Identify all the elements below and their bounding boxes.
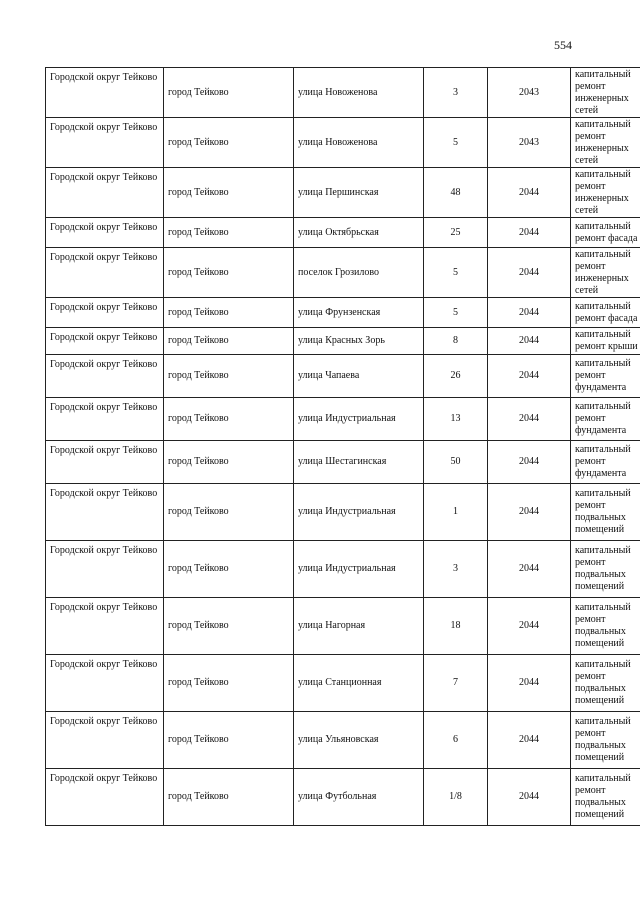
city-cell: город Тейково (164, 541, 294, 598)
work-type-cell: капитальный ремонт подвальных помещений (571, 484, 640, 541)
year-cell: 2044 (488, 598, 571, 655)
table-body (46, 68, 640, 826)
house-number-cell: 25 (424, 218, 488, 248)
district-cell: Городской округ Тейково (46, 328, 164, 355)
year-cell: 2043 (488, 68, 571, 118)
district-cell: Городской округ Тейково (46, 441, 164, 484)
street-cell: улица Новоженова (294, 118, 424, 168)
work-type-cell: капитальный ремонт фасада (571, 218, 640, 248)
house-number-cell: 3 (424, 541, 488, 598)
year-cell: 2044 (488, 655, 571, 712)
street-cell: улица Индустриальная (294, 398, 424, 441)
year-cell: 2044 (488, 769, 571, 826)
work-type-cell: капитальный ремонт фундамента (571, 441, 640, 484)
street-cell: улица Станционная (294, 655, 424, 712)
house-number-cell: 50 (424, 441, 488, 484)
table-row (46, 328, 640, 355)
city-cell: город Тейково (164, 298, 294, 328)
district-cell: Городской округ Тейково (46, 248, 164, 298)
street-cell: улица Нагорная (294, 598, 424, 655)
table-row (46, 598, 640, 655)
city-cell: город Тейково (164, 218, 294, 248)
work-type-cell: капитальный ремонт инженерных сетей (571, 68, 640, 118)
year-cell: 2044 (488, 484, 571, 541)
table-row (46, 484, 640, 541)
work-type-cell: капитальный ремонт крыши (571, 328, 640, 355)
table-row (46, 248, 640, 298)
city-cell: город Тейково (164, 769, 294, 826)
year-cell: 2044 (488, 712, 571, 769)
year-cell: 2044 (488, 298, 571, 328)
city-cell: город Тейково (164, 712, 294, 769)
district-cell: Городской округ Тейково (46, 355, 164, 398)
house-number-cell: 5 (424, 118, 488, 168)
house-number-cell: 7 (424, 655, 488, 712)
table-row (46, 118, 640, 168)
house-number-cell: 18 (424, 598, 488, 655)
district-cell: Городской округ Тейково (46, 484, 164, 541)
year-cell: 2044 (488, 218, 571, 248)
year-cell: 2044 (488, 328, 571, 355)
city-cell: город Тейково (164, 441, 294, 484)
district-cell: Городской округ Тейково (46, 298, 164, 328)
street-cell: улица Индустриальная (294, 541, 424, 598)
house-number-cell: 1/8 (424, 769, 488, 826)
city-cell: город Тейково (164, 328, 294, 355)
district-cell: Городской округ Тейково (46, 655, 164, 712)
street-cell: улица Индустриальная (294, 484, 424, 541)
street-cell: улица Футбольная (294, 769, 424, 826)
work-type-cell: капитальный ремонт подвальных помещений (571, 769, 640, 826)
work-type-cell: капитальный ремонт инженерных сетей (571, 118, 640, 168)
city-cell: город Тейково (164, 168, 294, 218)
district-cell: Городской округ Тейково (46, 769, 164, 826)
year-cell: 2044 (488, 355, 571, 398)
table-row (46, 218, 640, 248)
street-cell: улица Першинская (294, 168, 424, 218)
city-cell: город Тейково (164, 655, 294, 712)
street-cell: улица Шестагинская (294, 441, 424, 484)
street-cell: улица Новоженова (294, 68, 424, 118)
table-row (46, 168, 640, 218)
table-row (46, 398, 640, 441)
city-cell: город Тейково (164, 248, 294, 298)
table-row (46, 541, 640, 598)
table-row (46, 441, 640, 484)
year-cell: 2044 (488, 441, 571, 484)
table-row (46, 355, 640, 398)
house-number-cell: 3 (424, 68, 488, 118)
city-cell: город Тейково (164, 355, 294, 398)
year-cell: 2044 (488, 168, 571, 218)
table-row (46, 769, 640, 826)
district-cell: Городской округ Тейково (46, 218, 164, 248)
work-type-cell: капитальный ремонт инженерных сетей (571, 248, 640, 298)
year-cell: 2044 (488, 541, 571, 598)
city-cell: город Тейково (164, 598, 294, 655)
street-cell: улица Ульяновская (294, 712, 424, 769)
district-cell: Городской округ Тейково (46, 598, 164, 655)
house-number-cell: 8 (424, 328, 488, 355)
district-cell: Городской округ Тейково (46, 68, 164, 118)
house-number-cell: 48 (424, 168, 488, 218)
district-cell: Городской округ Тейково (46, 118, 164, 168)
table-row (46, 298, 640, 328)
house-number-cell: 1 (424, 484, 488, 541)
house-number-cell: 26 (424, 355, 488, 398)
table-row (46, 68, 640, 118)
work-type-cell: капитальный ремонт подвальных помещений (571, 598, 640, 655)
work-type-cell: капитальный ремонт фундамента (571, 398, 640, 441)
work-type-cell: капитальный ремонт фундамента (571, 355, 640, 398)
street-cell: улица Красных Зорь (294, 328, 424, 355)
page-number: 554 (554, 38, 572, 52)
district-cell: Городской округ Тейково (46, 168, 164, 218)
house-number-cell: 5 (424, 298, 488, 328)
year-cell: 2044 (488, 248, 571, 298)
work-type-cell: капитальный ремонт подвальных помещений (571, 712, 640, 769)
city-cell: город Тейково (164, 398, 294, 441)
house-number-cell: 6 (424, 712, 488, 769)
house-number-cell: 5 (424, 248, 488, 298)
year-cell: 2044 (488, 398, 571, 441)
street-cell: улица Фрунзенская (294, 298, 424, 328)
district-cell: Городской округ Тейково (46, 541, 164, 598)
table-row (46, 655, 640, 712)
work-type-cell: капитальный ремонт инженерных сетей (571, 168, 640, 218)
work-type-cell: капитальный ремонт подвальных помещений (571, 541, 640, 598)
work-type-cell: капитальный ремонт подвальных помещений (571, 655, 640, 712)
street-cell: улица Чапаева (294, 355, 424, 398)
district-cell: Городской округ Тейково (46, 712, 164, 769)
street-cell: улица Октябрьская (294, 218, 424, 248)
house-number-cell: 13 (424, 398, 488, 441)
city-cell: город Тейково (164, 118, 294, 168)
city-cell: город Тейково (164, 68, 294, 118)
repair-schedule-table (45, 67, 640, 826)
work-type-cell: капитальный ремонт фасада (571, 298, 640, 328)
city-cell: город Тейково (164, 484, 294, 541)
street-cell: поселок Грозилово (294, 248, 424, 298)
table-row (46, 712, 640, 769)
district-cell: Городской округ Тейково (46, 398, 164, 441)
year-cell: 2043 (488, 118, 571, 168)
